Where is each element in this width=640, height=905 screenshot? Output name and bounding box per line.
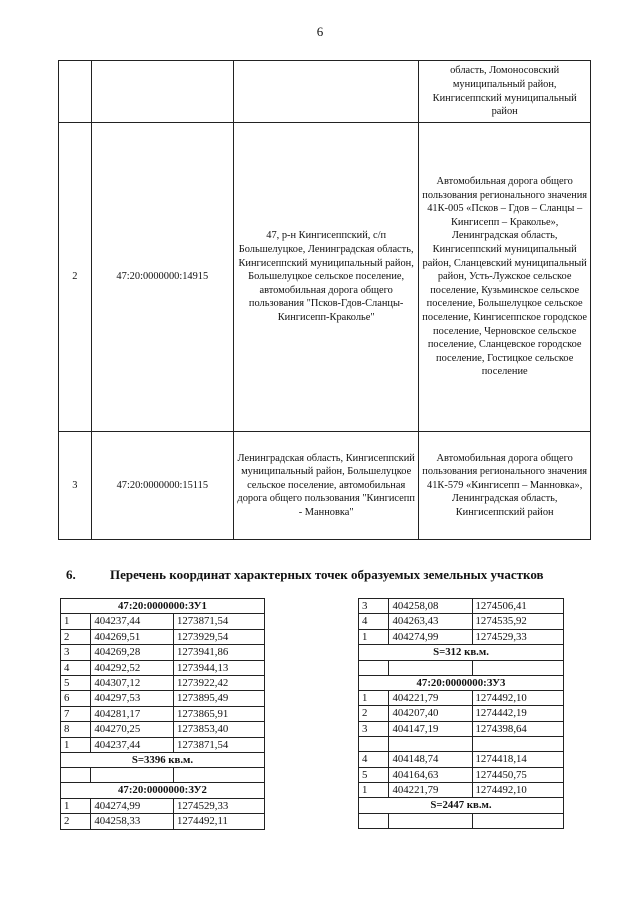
point-number: 4 <box>359 614 389 629</box>
empty-cell <box>359 660 389 675</box>
point-number: 3 <box>359 721 389 736</box>
section-number: 6. <box>66 567 76 582</box>
point-number: 1 <box>359 783 389 798</box>
plot-title: 47:20:0000000:ЗУ3 <box>359 675 564 690</box>
coordinate-row <box>359 599 564 614</box>
notes-cell: область, Ломоносовский муниципальный район, Кингисеппский муниципальный район <box>419 61 591 123</box>
x-coordinate: 404258,33 <box>91 814 174 829</box>
row-number-cell: 2 <box>59 123 92 432</box>
point-number: 4 <box>359 752 389 767</box>
x-coordinate: 404221,79 <box>389 783 472 798</box>
x-coordinate: 404147,19 <box>389 721 472 736</box>
empty-row <box>61 768 265 783</box>
table-row <box>59 123 591 432</box>
empty-cell <box>359 737 389 752</box>
coordinate-row <box>61 798 265 813</box>
coordinate-row <box>359 721 564 736</box>
address-cell: 47, р-н Кингисеппский, с/п Большелуцкое, Ленинградская область, Кингисеппский муниципальный район, Большелуцкое сельское поселение, автомобильная дорога общего пользования "Псков-Гдов-Сланцы-Кингисепп-Краколье" <box>233 123 418 432</box>
empty-row <box>359 737 564 752</box>
coordinate-row <box>359 614 564 629</box>
x-coordinate: 404164,63 <box>389 767 472 782</box>
y-coordinate: 1274398,64 <box>472 721 563 736</box>
coordinates-table-left <box>60 598 265 830</box>
cadastral-number-cell: 47:20:0000000:14915 <box>91 123 233 432</box>
point-number: 3 <box>61 645 91 660</box>
area-row <box>61 753 265 768</box>
point-number: 2 <box>61 629 91 644</box>
x-coordinate: 404274,99 <box>389 629 472 644</box>
empty-cell <box>472 660 563 675</box>
x-coordinate: 404258,08 <box>389 599 472 614</box>
y-coordinate: 1274506,41 <box>472 599 563 614</box>
coordinate-row <box>359 752 564 767</box>
empty-cell <box>173 768 264 783</box>
plot-title: 47:20:0000000:ЗУ2 <box>61 783 265 798</box>
coordinate-row <box>61 706 265 721</box>
coordinate-row <box>61 737 265 752</box>
row-number-cell: 3 <box>59 432 92 540</box>
y-coordinate: 1273941,86 <box>173 645 264 660</box>
y-coordinate: 1273853,40 <box>173 722 264 737</box>
x-coordinate: 404207,40 <box>389 706 472 721</box>
coordinates-table-right <box>358 598 564 829</box>
coordinate-row <box>61 645 265 660</box>
empty-row <box>359 813 564 828</box>
plot-area: S=3396 кв.м. <box>61 753 265 768</box>
point-number: 3 <box>359 599 389 614</box>
empty-row <box>359 660 564 675</box>
point-number: 1 <box>61 614 91 629</box>
x-coordinate: 404237,44 <box>91 614 174 629</box>
coordinate-row <box>359 629 564 644</box>
point-number: 1 <box>359 691 389 706</box>
coordinate-row <box>61 629 265 644</box>
coordinate-row <box>61 691 265 706</box>
empty-cell <box>61 768 91 783</box>
y-coordinate: 1273929,54 <box>173 629 264 644</box>
x-coordinate: 404269,51 <box>91 629 174 644</box>
point-number: 2 <box>359 706 389 721</box>
plot-title-row <box>359 675 564 690</box>
y-coordinate: 1274529,33 <box>173 798 264 813</box>
point-number: 5 <box>359 767 389 782</box>
notes-cell: Автомобильная дорога общего пользования регионального значения 41К-579 «Кингисепп – Манновка», Ленинградская область, Кингисеппский район <box>419 432 591 540</box>
plot-title-row <box>61 783 265 798</box>
page-number: 6 <box>316 24 324 39</box>
row-number-cell <box>59 61 92 123</box>
coordinate-row <box>359 767 564 782</box>
coordinate-row <box>359 691 564 706</box>
x-coordinate: 404237,44 <box>91 737 174 752</box>
y-coordinate: 1273922,42 <box>173 676 264 691</box>
x-coordinate: 404148,74 <box>389 752 472 767</box>
x-coordinate: 404292,52 <box>91 660 174 675</box>
empty-cell <box>389 813 472 828</box>
empty-cell <box>359 813 389 828</box>
coordinate-row <box>359 783 564 798</box>
coordinate-row <box>61 814 265 829</box>
x-coordinate: 404274,99 <box>91 798 174 813</box>
address-cell: Ленинградская область, Кингисеппский муниципальный район, Большелуцкое сельское поселение, автомобильная дорога общего пользования "Кингисепп - Манновка" <box>233 432 418 540</box>
empty-cell <box>389 737 472 752</box>
area-row <box>359 645 564 660</box>
plot-area: S=2447 кв.м. <box>359 798 564 813</box>
coordinate-row <box>61 722 265 737</box>
y-coordinate: 1274529,33 <box>472 629 563 644</box>
notes-cell: Автомобильная дорога общего пользования регионального значения 41К-005 «Псков – Гдов – Сланцы – Кингисепп – Краколье», Ленинградская область, Кингисеппский муниципальный район, Сланцевский муниципальный район, Усть-Лужское сельское поселение, Кузьминское сельское поселение, Большелуцкое сельское поселение, Кингисеппское городское поселение, Черновское сельское поселение, Сланцевское городское поселение, Гостицкое сельское поселение <box>419 123 591 432</box>
point-number: 5 <box>61 676 91 691</box>
y-coordinate: 1274418,14 <box>472 752 563 767</box>
table-row <box>59 61 591 123</box>
point-number: 1 <box>61 737 91 752</box>
coordinate-row <box>61 660 265 675</box>
y-coordinate: 1274492,11 <box>173 814 264 829</box>
section-heading <box>66 567 626 583</box>
y-coordinate: 1273895,49 <box>173 691 264 706</box>
y-coordinate: 1273871,54 <box>173 737 264 752</box>
x-coordinate: 404263,43 <box>389 614 472 629</box>
point-number: 8 <box>61 722 91 737</box>
section-title: Перечень координат характерных точек образуемых земельных участков <box>110 567 544 582</box>
point-number: 7 <box>61 706 91 721</box>
coordinate-row <box>61 676 265 691</box>
y-coordinate: 1274535,92 <box>472 614 563 629</box>
coordinate-row <box>359 706 564 721</box>
cadastral-number-cell: 47:20:0000000:15115 <box>91 432 233 540</box>
plot-title-row <box>61 599 265 614</box>
point-number: 4 <box>61 660 91 675</box>
y-coordinate: 1274492,10 <box>472 691 563 706</box>
address-cell <box>233 61 418 123</box>
empty-cell <box>472 813 563 828</box>
empty-cell <box>472 737 563 752</box>
empty-cell <box>91 768 174 783</box>
x-coordinate: 404221,79 <box>389 691 472 706</box>
y-coordinate: 1274450,75 <box>472 767 563 782</box>
point-number: 1 <box>359 629 389 644</box>
y-coordinate: 1273871,54 <box>173 614 264 629</box>
plot-area: S=312 кв.м. <box>359 645 564 660</box>
coordinate-row <box>61 614 265 629</box>
y-coordinate: 1274492,10 <box>472 783 563 798</box>
x-coordinate: 404307,12 <box>91 676 174 691</box>
point-number: 6 <box>61 691 91 706</box>
y-coordinate: 1273865,91 <box>173 706 264 721</box>
x-coordinate: 404297,53 <box>91 691 174 706</box>
y-coordinate: 1274442,19 <box>472 706 563 721</box>
area-row <box>359 798 564 813</box>
point-number: 2 <box>61 814 91 829</box>
x-coordinate: 404269,28 <box>91 645 174 660</box>
cadastral-number-cell <box>91 61 233 123</box>
x-coordinate: 404270,25 <box>91 722 174 737</box>
land-plots-table <box>58 60 591 540</box>
y-coordinate: 1273944,13 <box>173 660 264 675</box>
x-coordinate: 404281,17 <box>91 706 174 721</box>
plot-title: 47:20:0000000:ЗУ1 <box>61 599 265 614</box>
empty-cell <box>389 660 472 675</box>
table-row <box>59 432 591 540</box>
point-number: 1 <box>61 798 91 813</box>
